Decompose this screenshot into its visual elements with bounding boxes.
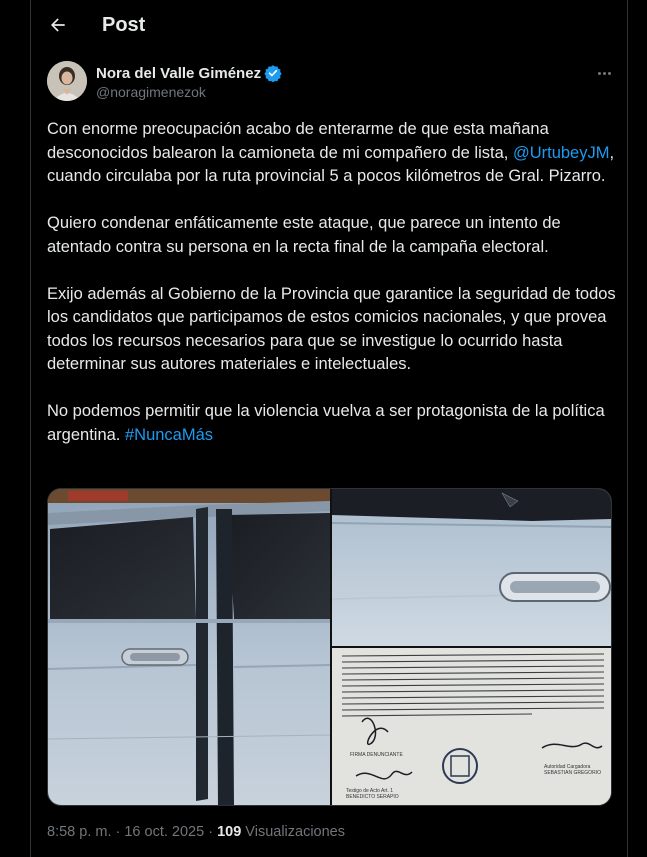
more-dot-icon	[598, 72, 601, 75]
tweet-paragraph	[47, 400, 617, 447]
avatar[interactable]	[47, 61, 87, 101]
photo-police-report[interactable]	[332, 648, 612, 806]
views-count: 109	[217, 824, 242, 840]
more-dot-icon	[603, 72, 606, 75]
media-grid	[47, 488, 612, 806]
post-header	[30, 0, 628, 50]
verified-badge-icon	[264, 64, 282, 82]
doc-sign2	[346, 788, 399, 800]
author-name[interactable]: Nora del Valle Giménez	[96, 64, 262, 82]
mention-link[interactable]: @UrtubeyJM	[512, 143, 610, 162]
tweet-paragraph	[47, 118, 617, 189]
post-timestamp[interactable]: 8:58 p. m. · 16 oct. 2025 ·	[47, 824, 218, 840]
more-dot-icon	[608, 72, 611, 75]
text-run: , cuando circulaba por la ruta provincial 5 a pocos kilómetros de Gral. Pizarro.	[47, 143, 615, 185]
post-meta	[47, 824, 345, 840]
doc-sign1: FIRMA DENUNCIANTE	[350, 752, 403, 758]
doc-sign3-name: SEBASTIAN GREGORIO	[544, 770, 601, 776]
doc-sign3-label: Autoridad Cargadora	[544, 764, 591, 770]
text-run: Con enorme preocupación acabo de enterarme de que esta mañana desconocidos balearon la camioneta de mi compañero de lista,	[47, 120, 549, 162]
doc-sign2-label: Testigo de Acto Art. 1	[346, 788, 393, 794]
tweet-text	[47, 118, 617, 471]
page-title: Post	[102, 13, 146, 36]
views-label: Visualizaciones	[241, 824, 345, 840]
photo-car-doors[interactable]	[48, 489, 330, 806]
author-name-row[interactable]	[96, 64, 282, 82]
tweet-paragraph: Quiero condenar enfáticamente este ataque, que parece un intento de atentado contra su persona en la recta final de la campaña electoral.	[47, 214, 561, 256]
doc-sign3	[544, 764, 601, 776]
doc-sign2-name: BENEDICTO SERAPIO	[346, 794, 399, 800]
tweet-paragraph: Exijo además al Gobierno de la Provincia que garantice la seguridad de todos los candidatos que participamos de estos comicios nacionales, y que provea todos los recursos necesarios para que se investigue lo ocurrido hasta determinar sus autores materiales e intelectuales.	[47, 284, 616, 373]
photo-door-handle[interactable]	[332, 489, 612, 646]
arrow-left-icon	[48, 15, 68, 35]
text-run: No podemos permitir que la violencia vuelva a ser protagonista de la política argentina.	[47, 402, 605, 444]
author-row	[47, 61, 617, 105]
hashtag-link[interactable]: #NuncaMás	[124, 425, 214, 444]
author-handle[interactable]: @noragimenezok	[96, 84, 206, 100]
back-button[interactable]	[40, 7, 76, 43]
more-options-button[interactable]	[591, 63, 617, 83]
